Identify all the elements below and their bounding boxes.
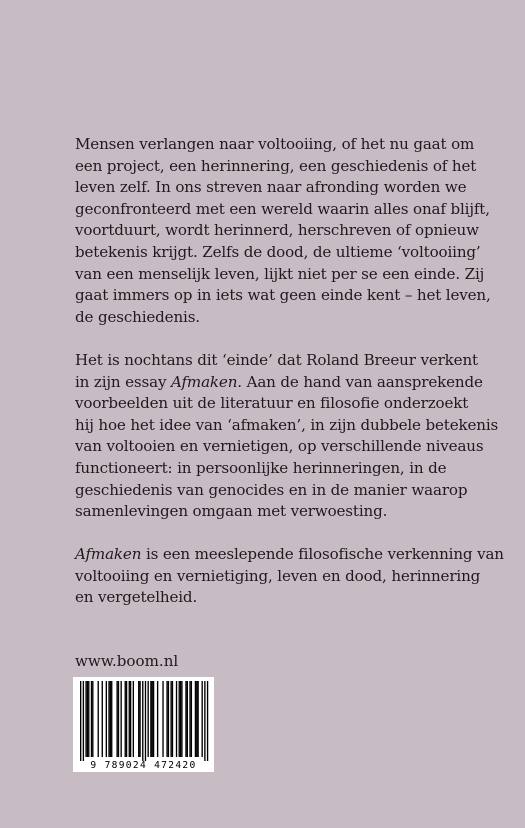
blurb-line: geschiedenis van genocides en in de manier waarop <box>75 480 468 499</box>
barcode-bar <box>116 681 117 757</box>
blurb-line: een project, een herinnering, een geschiedenis of het <box>75 156 477 175</box>
barcode-bar <box>130 681 131 757</box>
barcode-bar <box>150 681 151 757</box>
blurb-line: en vergetelheid. <box>75 588 198 607</box>
blurb-line: gaat immers op in iets wat geen einde kent – het leven, <box>75 286 491 305</box>
barcode-bars <box>80 681 208 761</box>
blurb-line: leven zelf. In ons streven naar afronding worden we <box>75 178 467 197</box>
blurb-line: van voltooien en vernietigen, op verschillende niveaus <box>75 437 484 456</box>
barcode-bar <box>106 681 107 757</box>
barcode-bar <box>98 681 99 757</box>
barcode-bar <box>207 681 208 761</box>
barcode-bar <box>153 681 154 757</box>
blurb-line: geconfronteerd met een wereld waarin alles onaf blijft, <box>75 199 490 218</box>
blurb-line: de geschiedenis. <box>75 307 200 326</box>
barcode-bar <box>91 681 92 757</box>
barcode-bar <box>202 681 203 757</box>
isbn-barcode <box>73 677 214 772</box>
barcode-bar <box>191 681 192 757</box>
blurb-line: samenlevingen omgaan met verwoesting. <box>75 502 388 521</box>
barcode-bar <box>148 681 149 757</box>
barcode-bar <box>108 681 109 757</box>
barcode-bar <box>197 681 198 757</box>
blurb-line <box>75 372 515 394</box>
blurb-line: functioneert: in persoonlijke herinneringen, in de <box>75 458 447 477</box>
blurb-text: is een meeslepende filosofische verkenning van <box>141 545 504 564</box>
barcode-bar <box>102 681 103 757</box>
barcode-bar <box>92 681 93 757</box>
barcode-bar <box>179 681 180 757</box>
barcode-bar <box>142 681 143 761</box>
barcode-bar <box>166 681 167 757</box>
barcode-bar <box>168 681 169 757</box>
blurb-line: hij hoe het idee van ‘afmaken’, in zijn dubbele betekenis <box>75 415 499 434</box>
blurb-line: voortduurt, wordt herinnerd, herschreven of opnieuw <box>75 221 479 240</box>
blurb-text: in zijn essay <box>75 372 171 391</box>
blurb-line: betekenis krijgt. Zelfs de dood, de ultieme ‘voltooiing’ <box>75 242 481 261</box>
barcode-bar <box>176 681 177 757</box>
barcode-bar <box>129 681 130 757</box>
barcode-graphic <box>73 677 214 772</box>
barcode-bar <box>87 681 88 757</box>
blurb-line: voltooiing en vernietiging, leven en dood, herinnering <box>75 566 481 585</box>
barcode-bar <box>138 681 139 757</box>
blurb-paragraph-2 <box>75 350 515 523</box>
blurb-line: voorbeelden uit de literatuur en filosofie onderzoekt <box>75 394 469 413</box>
barcode-bar <box>111 681 112 757</box>
blurb-line: Het is nochtans dit ‘einde’ dat Roland Breeur verkent <box>75 350 478 369</box>
publisher-url[interactable]: www.boom.nl <box>75 652 179 670</box>
barcode-bar <box>172 681 173 757</box>
blurb-line <box>75 544 515 566</box>
barcode-bar <box>110 681 111 757</box>
blurb-paragraph-3 <box>75 544 515 609</box>
barcode-bar <box>180 681 181 757</box>
barcode-bar <box>170 681 171 757</box>
barcode-bar <box>125 681 126 757</box>
blurb-paragraph-1 <box>75 134 515 328</box>
barcode-bar <box>85 681 86 757</box>
barcode-bar <box>80 681 81 761</box>
barcode-bar <box>189 681 190 757</box>
barcode-bar <box>187 681 188 757</box>
book-title-italic: Afmaken <box>170 372 238 391</box>
barcode-bar <box>157 681 158 757</box>
barcode-bar <box>195 681 196 757</box>
barcode-bar <box>83 681 84 761</box>
isbn-digits: 9 789024 472420 <box>90 760 197 771</box>
barcode-bar <box>185 681 186 757</box>
blurb-line: Mensen verlangen naar voltooiing, of het nu gaat om <box>75 135 475 153</box>
barcode-bar <box>126 681 127 757</box>
blurb-line: van een menselijk leven, lijkt niet per se een einde. Zij <box>75 264 485 283</box>
barcode-bar <box>204 681 205 761</box>
book-title-italic: Afmaken <box>75 545 142 564</box>
blurb-text: . Aan de hand van aansprekende <box>237 372 483 391</box>
barcode-bar <box>181 681 182 757</box>
barcode-bar <box>196 681 197 757</box>
back-cover-blurb <box>75 134 515 631</box>
barcode-bar <box>118 681 119 757</box>
barcode-bar <box>152 681 153 757</box>
barcode-bar <box>133 681 134 757</box>
barcode-bar <box>121 681 122 757</box>
barcode-bar <box>139 681 140 757</box>
barcode-bar <box>88 681 89 757</box>
barcode-bar <box>162 681 163 757</box>
barcode-bar <box>145 681 146 761</box>
